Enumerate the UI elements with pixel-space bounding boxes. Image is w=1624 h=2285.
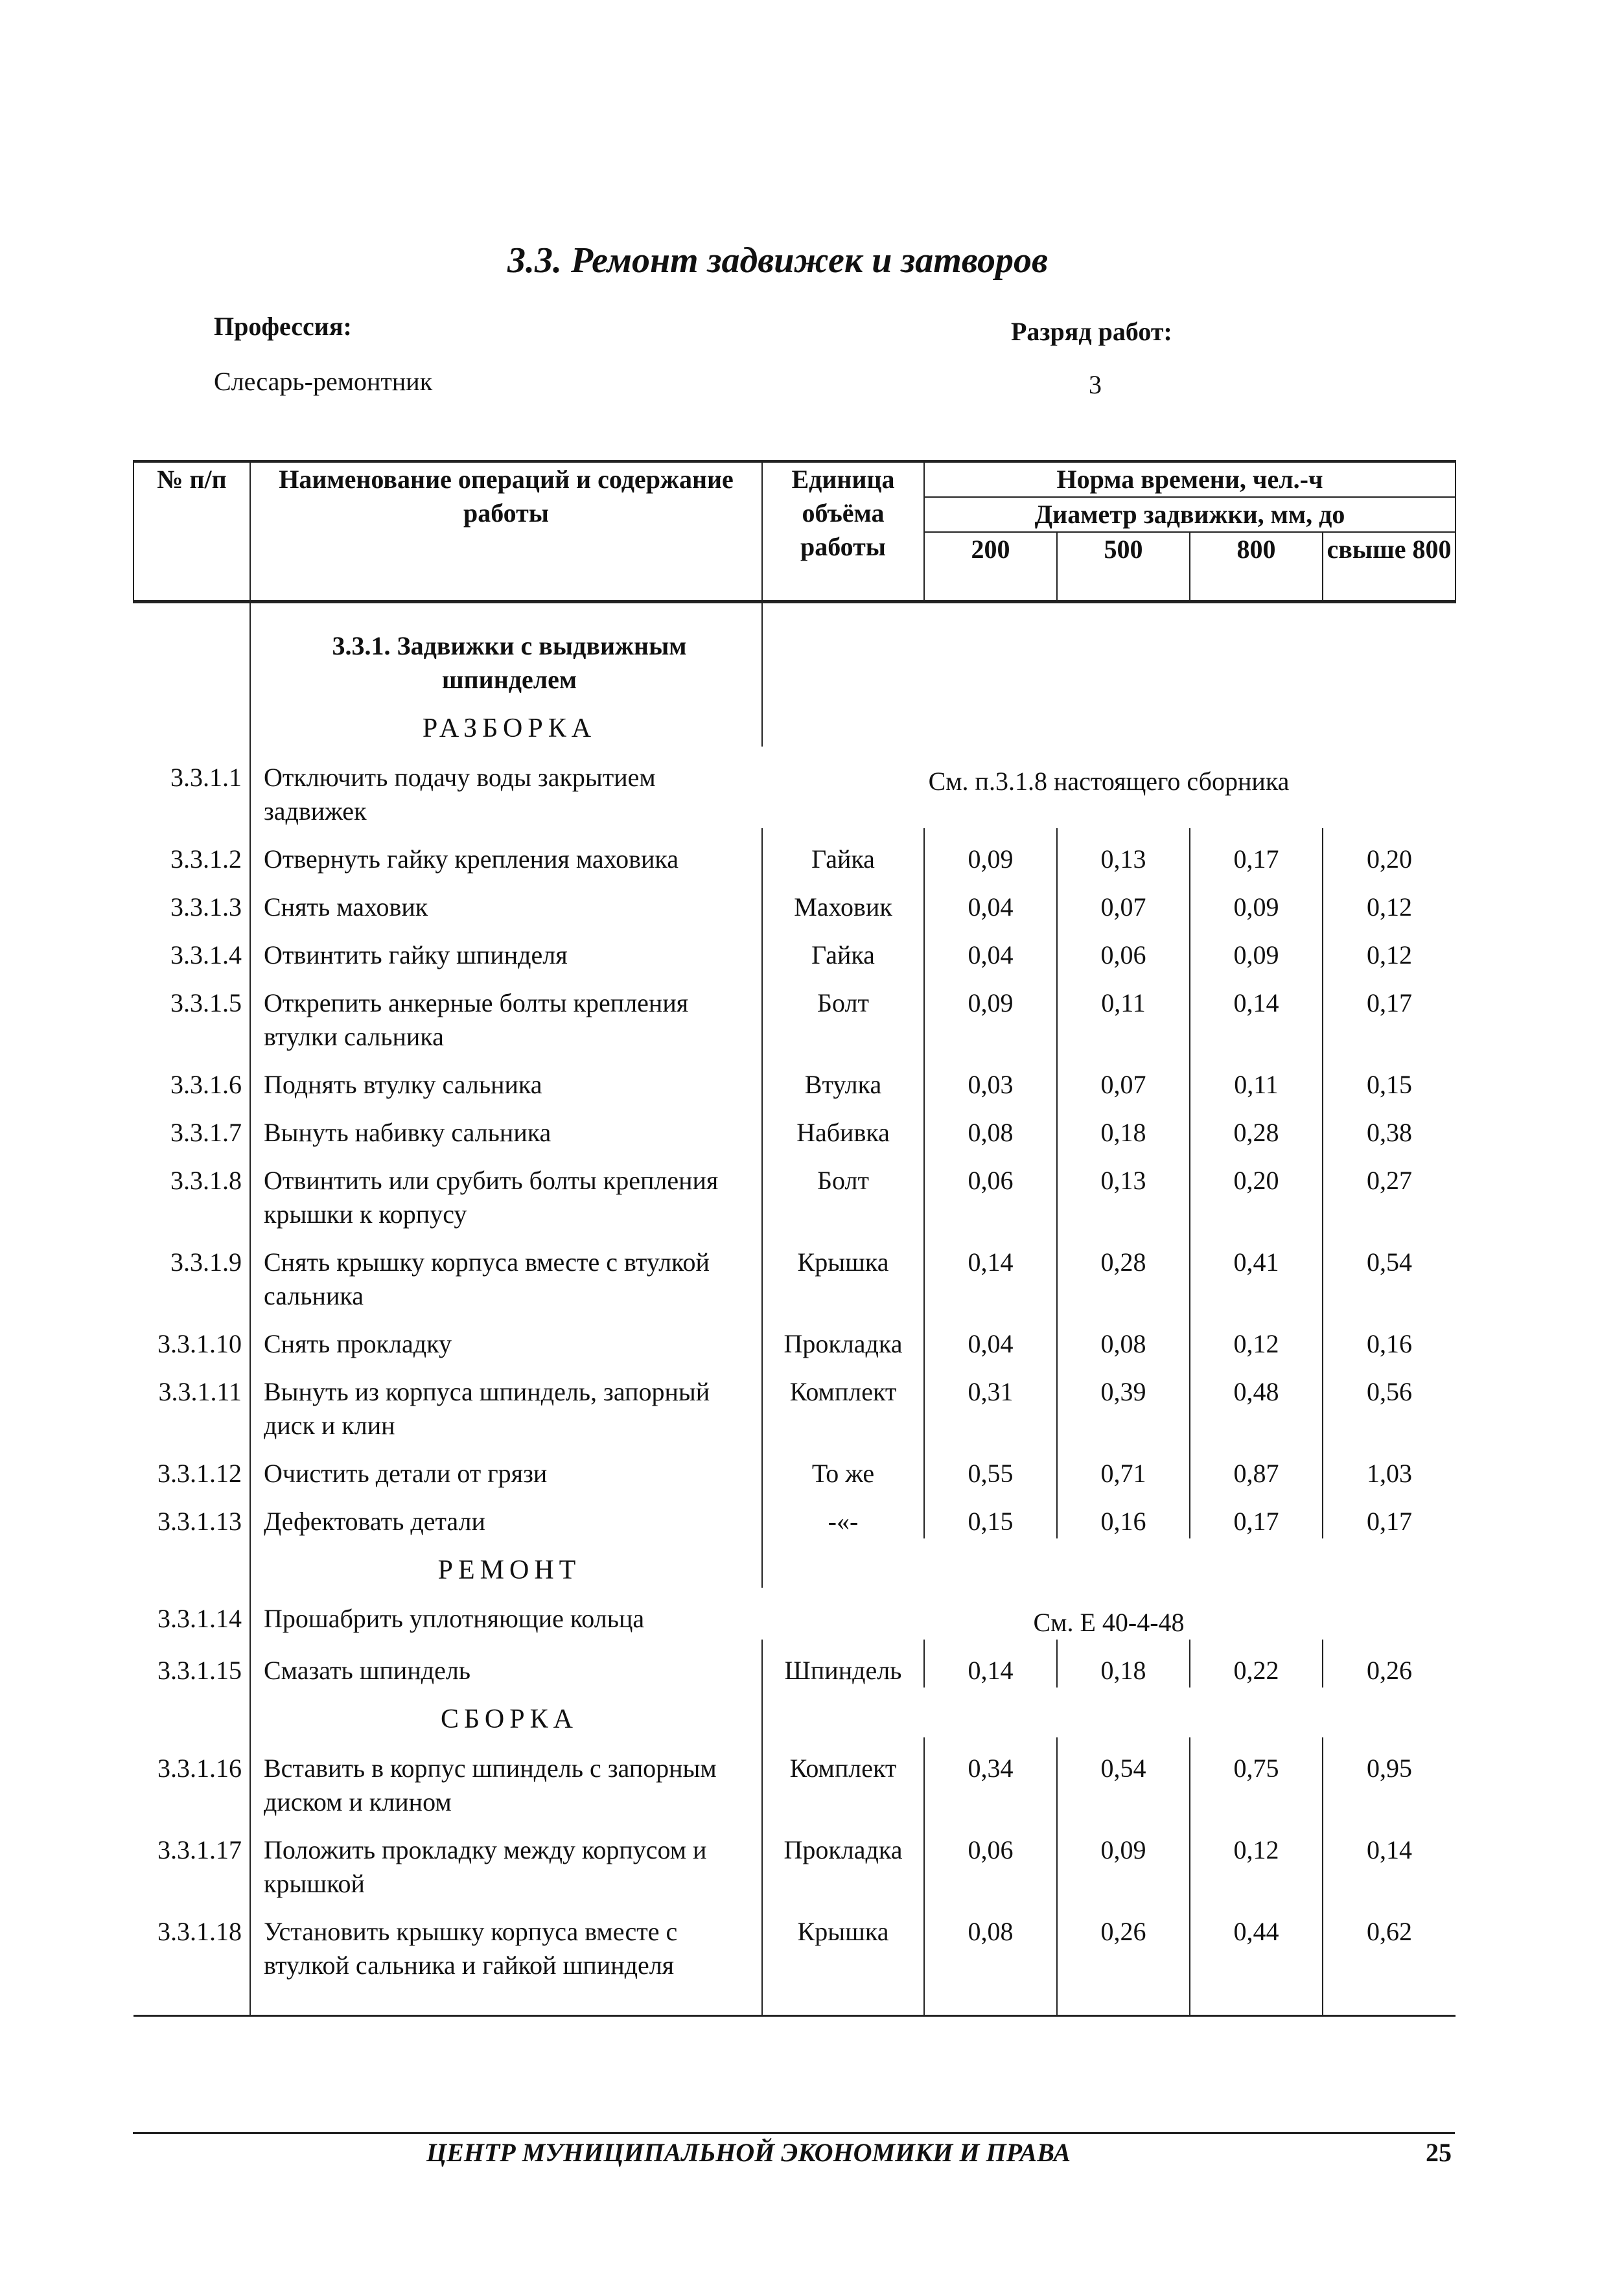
row-number: 3.3.1.2 bbox=[170, 844, 242, 874]
norm-value: 0,28 bbox=[1057, 1231, 1190, 1313]
norm-value: 0,41 bbox=[1190, 1231, 1323, 1313]
operation-name: Вынуть из корпуса шпиндель, запорный диск и клин bbox=[250, 1361, 762, 1443]
operation-name: Вынуть набивку сальника bbox=[250, 1102, 762, 1150]
diameter-over-800-header: свыше 800 bbox=[1323, 532, 1456, 602]
row-number: 3.3.1.12 bbox=[157, 1458, 242, 1488]
norm-value: 0,11 bbox=[1057, 972, 1190, 1054]
norm-value: 0,06 bbox=[924, 1150, 1057, 1231]
norm-value: 0,20 bbox=[1190, 1150, 1323, 1231]
norm-value: 0,08 bbox=[924, 1901, 1057, 2016]
row-number: 3.3.1.18 bbox=[157, 1916, 242, 1946]
table-row bbox=[133, 1150, 1456, 1231]
page-number: 25 bbox=[1426, 2138, 1452, 2167]
unit-cell: -«- bbox=[762, 1490, 924, 1538]
norm-value: 0,75 bbox=[1190, 1737, 1323, 1819]
table-row bbox=[133, 1588, 1456, 1640]
reference-note: См. п.3.1.8 настоящего сборника bbox=[928, 766, 1290, 796]
table-row bbox=[133, 1901, 1456, 2016]
norm-value: 0,11 bbox=[1190, 1054, 1323, 1102]
norm-value: 0,71 bbox=[1057, 1443, 1190, 1490]
grade-value: 3 bbox=[1089, 370, 1102, 399]
norm-value: 0,48 bbox=[1190, 1361, 1323, 1443]
table-row bbox=[133, 1443, 1456, 1490]
norm-value: 0,54 bbox=[1323, 1231, 1456, 1313]
diameter-header: Диаметр задвижки, мм, до bbox=[924, 497, 1456, 532]
diameter-200-header: 200 bbox=[924, 532, 1057, 602]
unit-cell: Гайка bbox=[762, 924, 924, 972]
unit-cell: Болт bbox=[762, 1150, 924, 1231]
norm-value: 0,09 bbox=[924, 972, 1057, 1054]
norm-value: 0,28 bbox=[1190, 1102, 1323, 1150]
page-title: 3.3. Ремонт задвижек и затворов bbox=[507, 240, 1049, 281]
row-number: 3.3.1.7 bbox=[170, 1117, 242, 1147]
unit-cell: Маховик bbox=[762, 876, 924, 924]
operation-name: Прошабрить уплотняющие кольца bbox=[250, 1588, 762, 1640]
norm-value: 0,07 bbox=[1057, 876, 1190, 924]
table-row bbox=[133, 1640, 1456, 1688]
norm-value: 0,09 bbox=[1190, 924, 1323, 972]
table-row bbox=[133, 1231, 1456, 1313]
unit-cell: Крышка bbox=[762, 1901, 924, 2016]
operation-name: Отвинтить или срубить болты крепления крышки к корпусу bbox=[250, 1150, 762, 1231]
row-number: 3.3.1.8 bbox=[170, 1165, 242, 1195]
norm-value: 0,15 bbox=[924, 1490, 1057, 1538]
row-number: 3.3.1.17 bbox=[157, 1835, 242, 1864]
norm-value: 0,26 bbox=[1057, 1901, 1190, 2016]
norm-value: 0,15 bbox=[1323, 1054, 1456, 1102]
unit-cell: Набивка bbox=[762, 1102, 924, 1150]
operation-name: Снять маховик bbox=[250, 876, 762, 924]
operation-name: Смазать шпиндель bbox=[250, 1640, 762, 1688]
reference-note: См. Е 40-4-48 bbox=[1033, 1608, 1185, 1638]
norm-value: 0,06 bbox=[1057, 924, 1190, 972]
table-header bbox=[133, 461, 1456, 602]
norm-value: 0,26 bbox=[1323, 1640, 1456, 1688]
norm-value: 0,17 bbox=[1323, 1490, 1456, 1538]
operation-name: Положить прокладку между корпусом и крышкой bbox=[250, 1819, 762, 1901]
table-row bbox=[133, 747, 1456, 828]
row-number: 3.3.1.15 bbox=[157, 1656, 242, 1686]
norm-value: 0,87 bbox=[1190, 1443, 1323, 1490]
norm-value: 0,03 bbox=[924, 1054, 1057, 1102]
row-number: 3.3.1.10 bbox=[157, 1328, 242, 1358]
norm-value: 0,04 bbox=[924, 1313, 1057, 1361]
norm-value: 0,07 bbox=[1057, 1054, 1190, 1102]
row-number: 3.3.1.6 bbox=[170, 1069, 242, 1099]
table-row bbox=[133, 1361, 1456, 1443]
norm-value: 0,08 bbox=[924, 1102, 1057, 1150]
norm-value: 0,09 bbox=[1190, 876, 1323, 924]
norm-value: 0,09 bbox=[1057, 1819, 1190, 1901]
norm-value: 0,55 bbox=[924, 1443, 1057, 1490]
norm-value: 0,34 bbox=[924, 1737, 1057, 1819]
unit-cell: Болт bbox=[762, 972, 924, 1054]
norm-value: 0,18 bbox=[1057, 1640, 1190, 1688]
norm-value: 0,16 bbox=[1057, 1490, 1190, 1538]
unit-cell: Прокладка bbox=[762, 1819, 924, 1901]
unit-cell: Прокладка bbox=[762, 1313, 924, 1361]
row-number: 3.3.1.16 bbox=[157, 1753, 242, 1783]
norm-value: 0,38 bbox=[1323, 1102, 1456, 1150]
table-row bbox=[133, 876, 1456, 924]
col-num-header: № п/п bbox=[133, 461, 250, 602]
footer-rule bbox=[133, 2132, 1455, 2134]
group-row bbox=[133, 602, 1456, 697]
operation-name: Установить крышку корпуса вместе с втулкой сальника и гайкой шпинделя bbox=[250, 1901, 762, 2016]
operation-name: Очистить детали от грязи bbox=[250, 1443, 762, 1490]
operation-name: Вставить в корпус шпиндель с запорным диском и клином bbox=[250, 1737, 762, 1819]
norm-value: 0,31 bbox=[924, 1361, 1057, 1443]
operation-name: Отвинтить гайку шпинделя bbox=[250, 924, 762, 972]
norm-value: 0,95 bbox=[1323, 1737, 1456, 1819]
norm-value: 0,20 bbox=[1323, 828, 1456, 876]
norm-value: 0,12 bbox=[1190, 1313, 1323, 1361]
norm-value: 0,14 bbox=[1323, 1819, 1456, 1901]
norm-value: 0,04 bbox=[924, 876, 1057, 924]
profession-label: Профессия: bbox=[214, 312, 352, 341]
row-number: 3.3.1.3 bbox=[170, 892, 242, 922]
norm-value: 0,54 bbox=[1057, 1737, 1190, 1819]
table-row bbox=[133, 1490, 1456, 1538]
operation-name: Снять прокладку bbox=[250, 1313, 762, 1361]
operation-name: Отключить подачу воды закрытием задвижек bbox=[250, 747, 762, 828]
table-row bbox=[133, 1819, 1456, 1901]
diameter-500-header: 500 bbox=[1057, 532, 1190, 602]
norm-value: 0,04 bbox=[924, 924, 1057, 972]
operation-name: Снять крышку корпуса вместе с втулкой сальника bbox=[250, 1231, 762, 1313]
operation-name: Отвернуть гайку крепления маховика bbox=[250, 828, 762, 876]
table-row bbox=[133, 1737, 1456, 1819]
grade-label: Разряд работ: bbox=[1011, 317, 1172, 346]
norm-value: 0,44 bbox=[1190, 1901, 1323, 2016]
footer-publisher: ЦЕНТР МУНИЦИПАЛЬНОЙ ЭКОНОМИКИ И ПРАВА bbox=[426, 2138, 1071, 2167]
row-number: 3.3.1.4 bbox=[170, 940, 242, 969]
norm-value: 0,12 bbox=[1323, 924, 1456, 972]
table-body bbox=[133, 602, 1456, 2016]
norm-value: 0,06 bbox=[924, 1819, 1057, 1901]
table-row bbox=[133, 1313, 1456, 1361]
norm-value: 0,13 bbox=[1057, 828, 1190, 876]
diameter-800-header: 800 bbox=[1190, 532, 1323, 602]
section-title-repair: РЕМОНТ bbox=[250, 1538, 762, 1588]
table-row bbox=[133, 1054, 1456, 1102]
norm-value: 0,17 bbox=[1190, 1490, 1323, 1538]
norm-value: 0,12 bbox=[1323, 876, 1456, 924]
table-row bbox=[133, 924, 1456, 972]
norm-value: 0,39 bbox=[1057, 1361, 1190, 1443]
unit-cell: Крышка bbox=[762, 1231, 924, 1313]
norm-value: 0,17 bbox=[1323, 972, 1456, 1054]
norm-value: 0,09 bbox=[924, 828, 1057, 876]
operation-name: Поднять втулку сальника bbox=[250, 1054, 762, 1102]
row-number: 3.3.1.14 bbox=[157, 1604, 242, 1634]
row-number: 3.3.1.9 bbox=[170, 1247, 242, 1277]
row-number: 3.3.1.1 bbox=[170, 762, 242, 792]
norm-value: 0,27 bbox=[1323, 1150, 1456, 1231]
norm-value: 0,13 bbox=[1057, 1150, 1190, 1231]
norm-value: 0,22 bbox=[1190, 1640, 1323, 1688]
norm-value: 0,12 bbox=[1190, 1819, 1323, 1901]
unit-cell: То же bbox=[762, 1443, 924, 1490]
operation-name: Открепить анкерные болты крепления втулки сальника bbox=[250, 972, 762, 1054]
group-title: 3.3.1. Задвижки с выдвижным шпинделем bbox=[250, 602, 762, 697]
section-row-disassembly bbox=[133, 697, 1456, 747]
section-row-assembly bbox=[133, 1688, 1456, 1737]
norm-value: 0,17 bbox=[1190, 828, 1323, 876]
norm-value: 0,56 bbox=[1323, 1361, 1456, 1443]
row-number: 3.3.1.13 bbox=[157, 1506, 242, 1536]
norm-value: 0,62 bbox=[1323, 1901, 1456, 2016]
norm-value: 0,18 bbox=[1057, 1102, 1190, 1150]
norm-value: 0,14 bbox=[924, 1231, 1057, 1313]
unit-cell: Втулка bbox=[762, 1054, 924, 1102]
unit-cell: Гайка bbox=[762, 828, 924, 876]
norm-header: Норма времени, чел.-ч bbox=[924, 461, 1456, 497]
profession-value: Слесарь-ремонтник bbox=[214, 367, 433, 396]
col-name-header: Наименование операций и содержание работы bbox=[250, 461, 762, 602]
section-row-repair bbox=[133, 1538, 1456, 1588]
section-title-assembly: СБОРКА bbox=[250, 1688, 762, 1737]
norm-value: 0,08 bbox=[1057, 1313, 1190, 1361]
norm-value: 1,03 bbox=[1323, 1443, 1456, 1490]
section-title-disassembly: РАЗБОРКА bbox=[250, 697, 762, 747]
norm-value: 0,14 bbox=[924, 1640, 1057, 1688]
unit-cell: Шпиндель bbox=[762, 1640, 924, 1688]
col-unit-header: Единица объёма работы bbox=[762, 461, 924, 602]
table-row bbox=[133, 1102, 1456, 1150]
row-number: 3.3.1.11 bbox=[158, 1376, 242, 1406]
unit-cell: Комплект bbox=[762, 1737, 924, 1819]
row-number: 3.3.1.5 bbox=[170, 988, 242, 1017]
table-row bbox=[133, 972, 1456, 1054]
norms-table bbox=[133, 460, 1456, 2017]
operation-name: Дефектовать детали bbox=[250, 1490, 762, 1538]
table-row bbox=[133, 828, 1456, 876]
norm-value: 0,14 bbox=[1190, 972, 1323, 1054]
unit-cell: Комплект bbox=[762, 1361, 924, 1443]
norm-value: 0,16 bbox=[1323, 1313, 1456, 1361]
